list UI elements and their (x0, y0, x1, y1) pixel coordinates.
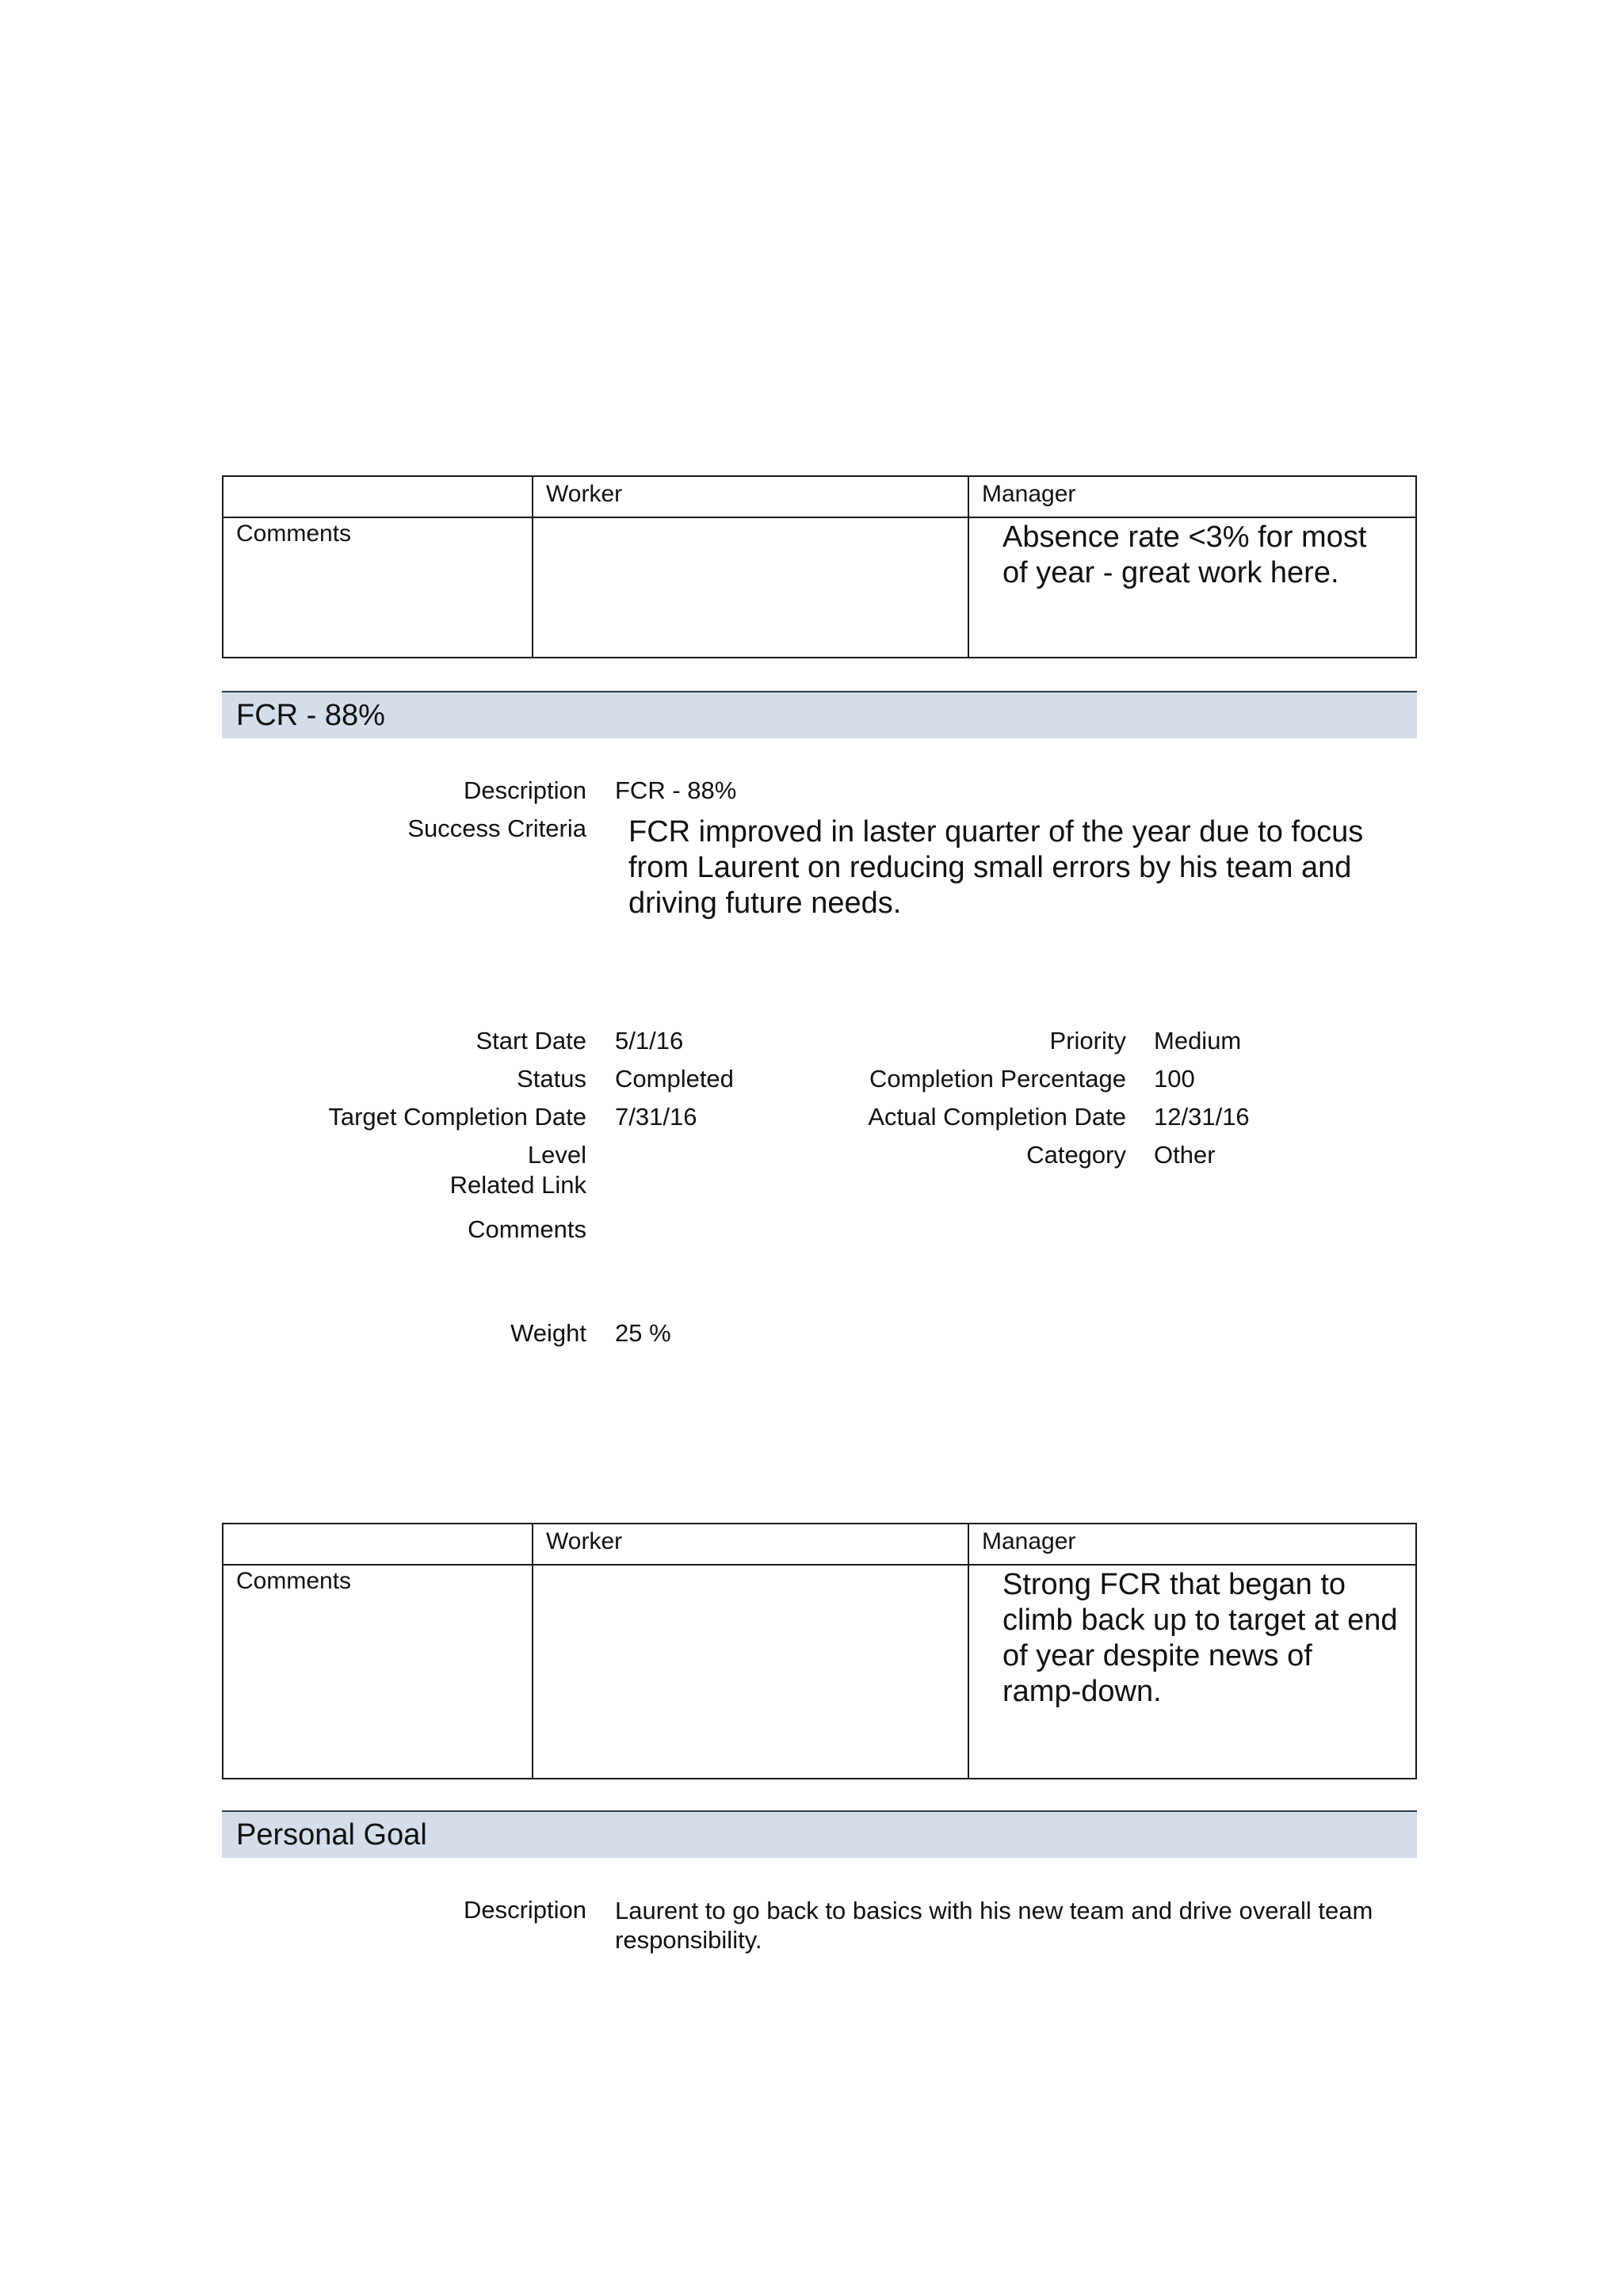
manager-column-header: Manager (982, 481, 1076, 507)
completion-percentage-value: 100 (1154, 1065, 1195, 1093)
completion-percentage-label: Completion Percentage (869, 1065, 1126, 1093)
worker-column-header: Worker (546, 1528, 623, 1554)
actual-completion-date-value: 12/31/16 (1154, 1103, 1250, 1131)
worker-column-header: Worker (546, 481, 623, 507)
category-value: Other (1154, 1141, 1216, 1169)
personal-goal-title: Personal Goal (236, 1818, 427, 1852)
priority-label: Priority (1049, 1027, 1126, 1055)
weight-value: 25 % (615, 1319, 671, 1347)
manager-comment: Strong FCR that began to climb back up to target at end of year despite news of ramp-down. (1002, 1568, 1398, 1708)
goal-title: FCR - 88% (236, 699, 385, 732)
comments-row-label: Comments (236, 1568, 352, 1594)
manager-comment: Absence rate <3% for most of year - great work here. (1002, 521, 1367, 589)
start-date-value: 5/1/16 (615, 1027, 684, 1055)
target-completion-date-label: Target Completion Date (328, 1103, 586, 1131)
success-criteria-label: Success Criteria (407, 814, 586, 842)
related-link-label: Related Link (449, 1171, 586, 1199)
start-date-label: Start Date (475, 1027, 586, 1055)
personal-goal-section-header (222, 1810, 1417, 1858)
priority-value: Medium (1154, 1027, 1242, 1055)
category-label: Category (1026, 1141, 1126, 1169)
description-label: Description (463, 776, 586, 804)
actual-completion-date-label: Actual Completion Date (868, 1103, 1126, 1131)
comments-table-1 (222, 475, 1417, 658)
weight-label: Weight (510, 1319, 586, 1347)
comments-row-label: Comments (236, 521, 352, 547)
description-value: FCR - 88% (615, 776, 737, 804)
personal-description-value: Laurent to go back to basics with his new team and drive overall team responsibility. (615, 1897, 1373, 1954)
personal-description-label: Description (463, 1896, 586, 1924)
level-label: Level (527, 1141, 586, 1169)
goal-section-header (222, 691, 1417, 738)
target-completion-date-value: 7/31/16 (615, 1103, 697, 1131)
success-criteria-value: FCR improved in laster quarter of the year due to focus from Laurent on reducing small errors by his team and driving future needs. (628, 815, 1364, 920)
status-value: Completed (615, 1065, 734, 1093)
comments-table-2 (222, 1523, 1417, 1779)
status-label: Status (517, 1065, 586, 1093)
comments-label: Comments (468, 1215, 586, 1243)
manager-column-header: Manager (982, 1528, 1076, 1554)
